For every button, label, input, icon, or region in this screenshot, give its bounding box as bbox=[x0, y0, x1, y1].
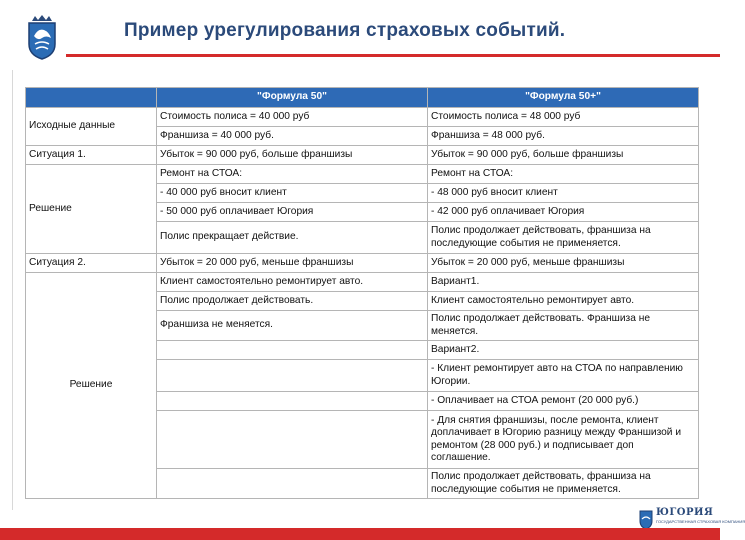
header-formula-50: "Формула 50" bbox=[157, 88, 428, 108]
table-row bbox=[26, 165, 699, 184]
cell-f50: Убыток = 90 000 руб, больше франшизы bbox=[157, 146, 428, 165]
cell-f50 bbox=[157, 469, 428, 499]
cell-f50p: - 42 000 руб оплачивает Югория bbox=[428, 203, 699, 222]
cell-f50: Полис прекращает действие. bbox=[157, 222, 428, 254]
table-row bbox=[26, 254, 699, 273]
coat-of-arms-icon bbox=[26, 14, 58, 60]
table-row bbox=[26, 273, 699, 292]
table-header-row bbox=[26, 88, 699, 108]
footer-bar bbox=[0, 528, 720, 540]
cell-f50 bbox=[157, 411, 428, 469]
left-divider bbox=[12, 70, 13, 510]
cell-f50p: Полис продолжает действовать, франшиза на последующие события не применяется. bbox=[428, 222, 699, 254]
cell-f50: Полис продолжает действовать. bbox=[157, 292, 428, 311]
cell-f50p: Клиент самостоятельно ремонтирует авто. bbox=[428, 292, 699, 311]
cell-f50: Клиент самостоятельно ремонтирует авто. bbox=[157, 273, 428, 292]
cell-f50p: Франшиза = 48 000 руб. bbox=[428, 127, 699, 146]
page-title: Пример урегулирования страховых событий. bbox=[124, 20, 566, 41]
cell-f50: - 40 000 руб вносит клиент bbox=[157, 184, 428, 203]
row-label-situation-1: Ситуация 1. bbox=[26, 146, 157, 165]
cell-f50p: - Клиент ремонтирует авто на СТОА по направлению Югории. bbox=[428, 360, 699, 392]
cell-f50p: Убыток = 90 000 руб, больше франшизы bbox=[428, 146, 699, 165]
brand-subtitle: ГОСУДАРСТВЕННАЯ СТРАХОВАЯ КОМПАНИЯ bbox=[656, 519, 745, 524]
cell-f50 bbox=[157, 392, 428, 411]
cell-f50 bbox=[157, 341, 428, 360]
cell-f50p: - 48 000 руб вносит клиент bbox=[428, 184, 699, 203]
cell-f50p: Вариант2. bbox=[428, 341, 699, 360]
cell-f50: Стоимость полиса = 40 000 руб bbox=[157, 108, 428, 127]
cell-f50p: Полис продолжает действовать, франшиза на последующие события не применяется. bbox=[428, 469, 699, 499]
cell-f50p: Убыток = 20 000 руб, меньше франшизы bbox=[428, 254, 699, 273]
cell-f50: Франшиза = 40 000 руб. bbox=[157, 127, 428, 146]
brand-name: ЮГОРИЯ bbox=[656, 507, 714, 518]
title-underline bbox=[66, 54, 720, 57]
table-row bbox=[26, 146, 699, 165]
cell-f50: Ремонт на СТОА: bbox=[157, 165, 428, 184]
cell-f50p: - Для снятия франшизы, после ремонта, клиент доплачивает в Югорию разницу между Франшизой и ремонтом (28 000 руб.) и подписывает доп соглашение. bbox=[428, 411, 699, 469]
cell-f50 bbox=[157, 360, 428, 392]
row-label-solution-2: Решение bbox=[26, 273, 157, 499]
header-formula-50-plus: "Формула 50+" bbox=[428, 88, 699, 108]
cell-f50p: Ремонт на СТОА: bbox=[428, 165, 699, 184]
cell-f50p: Вариант1. bbox=[428, 273, 699, 292]
table-row bbox=[26, 108, 699, 127]
row-label-solution-1: Решение bbox=[26, 165, 157, 254]
cell-f50p: Полис продолжает действовать. Франшиза не меняется. bbox=[428, 311, 699, 341]
cell-f50p: Стоимость полиса = 48 000 руб bbox=[428, 108, 699, 127]
cell-f50: - 50 000 руб оплачивает Югория bbox=[157, 203, 428, 222]
row-label-initial: Исходные данные bbox=[26, 108, 157, 146]
cell-f50: Убыток = 20 000 руб, меньше франшизы bbox=[157, 254, 428, 273]
cell-f50p: - Оплачивает на СТОА ремонт (20 000 руб.) bbox=[428, 392, 699, 411]
row-label-situation-2: Ситуация 2. bbox=[26, 254, 157, 273]
cell-f50: Франшиза не меняется. bbox=[157, 311, 428, 341]
header-blank bbox=[26, 88, 157, 108]
settlement-table bbox=[25, 87, 699, 499]
